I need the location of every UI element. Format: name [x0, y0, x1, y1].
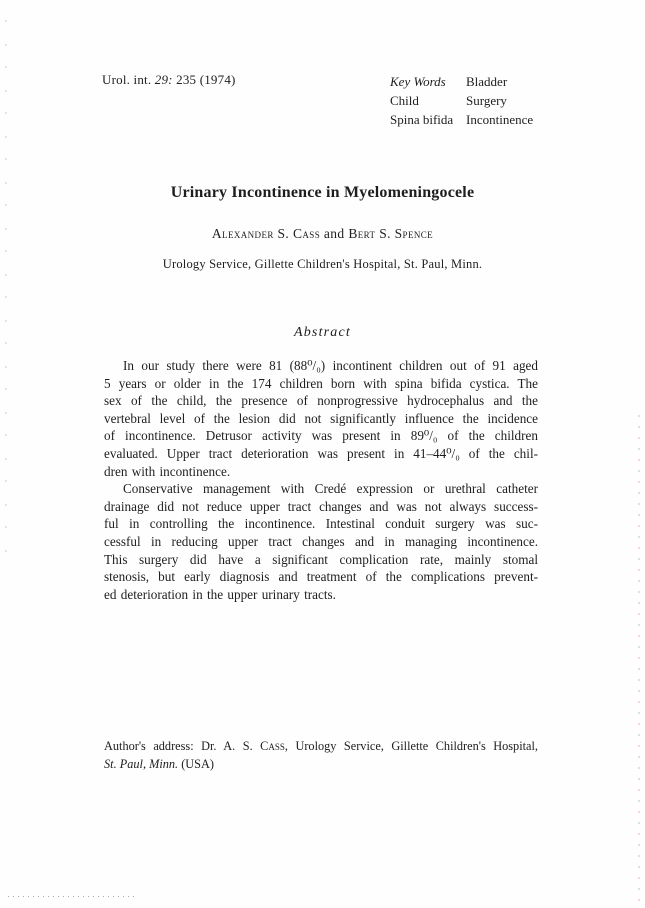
abstract-paragraph-2 — [104, 480, 538, 603]
address-country: (USA) — [178, 756, 214, 771]
author-name: Alexander S. Cass — [211, 226, 321, 241]
abstract-text-line: ed deterioration in the upper urinary tracts. — [104, 586, 336, 602]
abstract-text-line: evaluated. Upper tract deterioration was present in 41–44⁰/₀ of the chil- — [104, 445, 538, 461]
author-line — [0, 226, 645, 242]
author-address-line-1 — [104, 738, 538, 756]
abstract-text-line: drainage did not reduce upper tract changes and was not always success- — [104, 498, 538, 514]
citation-volume: 29: — [154, 72, 173, 87]
address-suffix: , Urology Service, Gillette Children's Hospital, — [284, 739, 538, 753]
abstract-text-line: 5 years or older in the 174 children born with spina bifida cystica. The — [104, 375, 538, 391]
author-name: Bert S. Spence — [348, 226, 434, 241]
abstract-text-line: ful in controlling the incontinence. Intestinal conduit surgery was suc- — [104, 516, 538, 532]
keyword-term: Incontinence — [466, 112, 534, 127]
address-author-name: Cass — [260, 739, 285, 753]
keywords-row — [390, 72, 533, 91]
abstract-text-line: cessful in reducing upper tract changes and in managing incontinence. — [104, 533, 538, 549]
abstract-body — [104, 357, 538, 603]
abstract-text-line: This surgery did have a significant complication rate, mainly stomal — [104, 551, 538, 567]
scan-artifact-bottom-dots — [8, 896, 136, 897]
keyword-term: Bladder — [466, 74, 508, 89]
keyword-term: Child — [390, 93, 419, 108]
abstract-text-line: vertebral level of the lesion did not significantly influence the incidence — [104, 410, 538, 426]
citation-journal: Urol. int. — [102, 72, 155, 87]
author-address-block — [104, 738, 538, 773]
abstract-text-line: Conservative management with Credé expression or urethral catheter — [123, 481, 538, 497]
affiliation-line: Urology Service, Gillette Children's Hospital, St. Paul, Minn. — [162, 257, 483, 271]
abstract-text-line: dren with incontinence. — [104, 463, 231, 479]
keyword-term: Spina bifida — [390, 112, 454, 127]
journal-citation — [102, 72, 236, 88]
keywords-row — [390, 91, 533, 110]
abstract-text-line: stenosis, but early diagnosis and treatment of the complications prevent- — [104, 569, 538, 585]
author-address-line-2 — [104, 756, 538, 774]
keywords-block — [390, 72, 533, 129]
keywords-label: Key Words — [390, 74, 446, 89]
abstract-text-line: of incontinence. Detrusor activity was present in 89⁰/₀ of the children — [104, 428, 538, 444]
keyword-term: Surgery — [466, 93, 507, 108]
citation-pages: 235 (1974) — [172, 72, 236, 87]
keywords-row — [390, 110, 533, 129]
address-prefix: Author's address: Dr. A. S. — [104, 739, 261, 753]
abstract-text-line: sex of the child, the presence of nonprogressive hydrocephalus and the — [104, 393, 538, 409]
article-title: Urinary Incontinence in Myelomeningocele — [170, 184, 475, 201]
abstract-paragraph-1 — [104, 357, 538, 480]
abstract-heading: Abstract — [293, 325, 352, 340]
abstract-text-line: In our study there were 81 (88⁰/₀) incontinent children out of 91 aged — [123, 358, 538, 373]
address-place: St. Paul, Minn. — [104, 756, 179, 771]
scan-artifact-right-edge — [638, 415, 640, 908]
scan-artifact-left-edge — [5, 20, 7, 570]
author-conjunction: and — [320, 226, 349, 241]
